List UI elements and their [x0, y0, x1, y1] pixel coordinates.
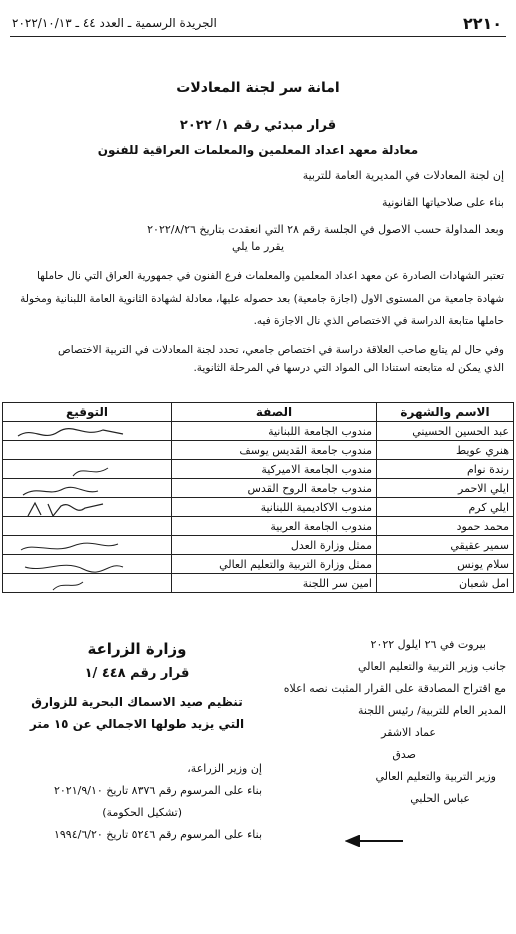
table-row	[3, 422, 514, 441]
member-name: عبد الحسين الحسيني	[377, 422, 514, 441]
signature-cell	[3, 517, 172, 536]
member-role: مندوب الاكاديمية اللبنانية	[172, 498, 377, 517]
member-name: امل شعبان	[377, 574, 514, 593]
table-row	[3, 555, 514, 574]
approval-block	[256, 634, 506, 810]
member-name: ايلي كرم	[377, 498, 514, 517]
member-role: امين سر اللجنة	[172, 574, 377, 593]
table-row	[3, 574, 514, 593]
table-header-row	[3, 403, 514, 422]
table-row	[3, 517, 514, 536]
handwritten-signature	[13, 576, 133, 594]
member-name: ايلي الاحمر	[377, 479, 514, 498]
handwritten-signature	[13, 462, 133, 480]
decision-number: قرار مبدئي رقم ١/ ٢٠٢٢	[179, 118, 337, 133]
signature-cell	[3, 536, 172, 555]
header-name: الاسم والشهرة	[377, 403, 514, 422]
agri-subject-line: التي يزيد طولها الاجمالي عن ١٥ متر	[29, 717, 245, 731]
member-name: سمير عقيقي	[377, 536, 514, 555]
intro-line: إن لجنة المعادلات في المديرية العامة للتربية	[302, 169, 504, 182]
secretariat-title: امانة سر لجنة المعادلات	[176, 80, 340, 96]
agri-body-line: إن وزير الزراعة،	[187, 762, 262, 775]
page-number: ٢٢١٠	[462, 14, 502, 33]
table-row	[3, 536, 514, 555]
approval-line: بيروت في ٢٦ ايلول ٢٠٢٢	[370, 638, 486, 651]
table-row	[3, 479, 514, 498]
member-role: مندوب الجامعة العربية	[172, 517, 377, 536]
header-signature: التوقيع	[3, 403, 172, 422]
agriculture-block	[12, 640, 262, 735]
signatures-table	[2, 402, 514, 593]
approval-line: جانب وزير التربية والتعليم العالي	[357, 660, 506, 673]
agri-decision-number: قرار رقم ٤٤٨ /١	[84, 666, 190, 681]
signature-cell	[3, 555, 172, 574]
handwritten-signature	[13, 500, 133, 518]
member-role: مندوب الجامعة الاميركية	[172, 460, 377, 479]
agri-body-line: (تشكيل الحكومة)	[102, 806, 182, 819]
signature-cell	[3, 574, 172, 593]
agri-body-line: بناء على المرسوم رقم ٨٣٧٦ تاريخ ٢٠٢١/٩/١٠	[53, 784, 262, 797]
approval-line: صدق	[392, 748, 416, 761]
article-line: حاملها متابعة الدراسة في الاختصاص الذي نال الاجازة فيه.	[253, 315, 504, 327]
approval-line: مع اقتراح المصادقة على القرار المثبت نصه اعلاه	[283, 682, 506, 695]
member-name: هنري عويط	[377, 441, 514, 460]
agri-subject-line: تنظيم صيد الاسماك البحرية للزوارق	[31, 695, 243, 709]
member-name: رندة نوام	[377, 460, 514, 479]
separator-arrow-icon	[345, 835, 405, 847]
decides-heading: يقرر ما يلي	[231, 240, 285, 253]
handwritten-signature	[13, 557, 133, 575]
member-name: سلام يونس	[377, 555, 514, 574]
header-divider	[10, 36, 506, 37]
member-role: مندوب جامعة الروح القدس	[172, 479, 377, 498]
signature-cell	[3, 460, 172, 479]
ministry-title: وزارة الزراعة	[87, 640, 187, 658]
page-header	[8, 14, 508, 36]
approval-line: وزير التربية والتعليم العالي	[375, 770, 496, 783]
member-name: محمد حمود	[377, 517, 514, 536]
member-role: ممثل وزارة التربية والتعليم العالي	[172, 555, 377, 574]
table-row	[3, 498, 514, 517]
gazette-issue: الجريدة الرسمية ـ العدد ٤٤ ـ ٢٠٢٢/١٠/١٣	[12, 16, 217, 30]
signature-cell	[3, 422, 172, 441]
approval-line: عباس الحلبي	[410, 792, 470, 805]
handwritten-signature	[13, 481, 133, 499]
article-line: تعتبر الشهادات الصادرة عن معهد اعداد المعلمين والمعلمات فرع الفنون في جمهورية العراق التي نال حاملها	[36, 270, 504, 282]
handwritten-signature	[13, 538, 133, 556]
table-row	[3, 460, 514, 479]
member-role: ممثل وزارة العدل	[172, 536, 377, 555]
approval-line: عماد الاشقر	[381, 726, 436, 739]
intro-line: وبعد المداولة حسب الاصول في الجلسة رقم ٢٨ التي انعقدت بتاريخ ٢٠٢٢/٨/٢٦	[147, 223, 504, 236]
article-line: وفي حال لم يتابع صاحب العلاقة دراسة في اختصاص جامعي، تحدد لجنة المعادلات في التربية الاختصاص	[58, 344, 504, 356]
signature-cell	[3, 498, 172, 517]
intro-line: بناء على صلاحياتها القانونية	[382, 196, 504, 209]
header-role: الصفة	[172, 403, 377, 422]
member-role: مندوب جامعة القديس يوسف	[172, 441, 377, 460]
signature-cell	[3, 479, 172, 498]
table-row	[3, 441, 514, 460]
approval-line: المدير العام للتربية/ رئيس اللجنة	[358, 704, 506, 717]
member-role: مندوب الجامعة اللبنانية	[172, 422, 377, 441]
article-line: الذي يمكن له متابعته استنادا الى المواد التي درسها في المرحلة الثانوية.	[193, 362, 504, 374]
signature-cell	[3, 441, 172, 460]
agri-body-line: بناء على المرسوم رقم ٥٢٤٦ تاريخ ١٩٩٤/٦/٢٠	[53, 828, 262, 841]
article-line: شهادة جامعية من المستوى الاول (اجازة جامعية) بعد حصوله عليها، معادلة لشهادة الثانوية العامة اللبنانية ومخولة	[20, 293, 504, 305]
agriculture-body	[12, 758, 262, 846]
decision-subject: معادلة معهد اعداد المعلمين والمعلمات العراقية للفنون	[97, 143, 419, 157]
handwritten-signature	[13, 424, 133, 442]
